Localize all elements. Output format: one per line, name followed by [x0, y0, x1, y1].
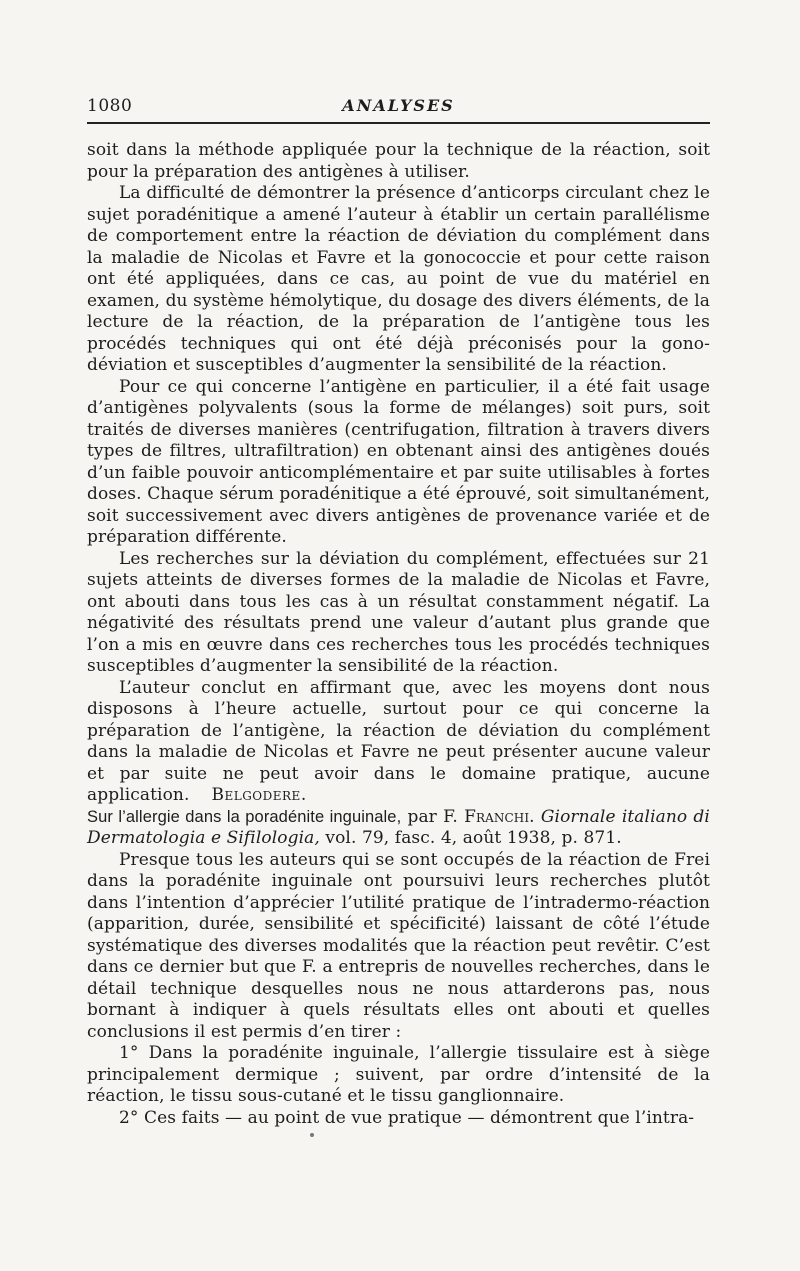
- ink-speck: [310, 1133, 314, 1137]
- running-title: ANALYSES: [342, 96, 455, 115]
- body-text: [87, 140, 710, 1129]
- page-header: [87, 96, 710, 122]
- paragraph-3: Pour ce qui concerne l’antigène en particulier, il a été fait usage d’antigènes polyvalents (sous la forme de mélanges) soit purs, soit traités de diverses manières (centrifugation, filtration à travers divers types de filtres, ultrafiltration) en obtenant ainsi des antigènes doués d’un faible pouvoir anticomplémentaire et par suite utilisables à fortes doses. Chaque sérum poradénitique a été éprouvé, soit simultanément, soit successivement avec divers antigènes de provenance variée et de préparation différente.: [87, 376, 710, 547]
- paragraph-1: soit dans la méthode appliquée pour la technique de la réaction, soit pour la préparation des antigènes à utiliser.: [87, 140, 710, 182]
- paragraph-8: 2° Ces faits — au point de vue pratique — démontrent que l’intra-: [119, 1107, 695, 1128]
- entry-journal: Giornale italiano di Dermatologia e Sifilologia,: [87, 806, 710, 848]
- paragraph-5-text: L’auteur conclut en affirmant que, avec les moyens dont nous disposons à l’heure actuelle, surtout pour ce qui concerne la préparation de l’antigène, la réaction de déviation du complément dans la maladie de Nicolas et Favre ne peut présenter aucune valeur et par suite ne peut avoir dans le domaine pratique, aucune application.: [87, 677, 710, 805]
- entry-title: Sur l’allergie dans la poradénite inguinale,: [87, 807, 402, 826]
- signature: Belgodere.: [211, 785, 307, 805]
- paragraph-7: 1° Dans la poradénite inguinale, l’allergie tissulaire est à siège principalement dermique ; suivent, par ordre d’intensité de la réaction, le tissu sous-cutané et le tissu ganglionnaire.: [87, 1043, 710, 1106]
- entry-by: par F.: [407, 806, 458, 827]
- paragraph-6: Presque tous les auteurs qui se sont occupés de la réaction de Frei dans la poradénite inguinale ont poursuivi leurs recherches plutôt dans l’intention d’apprécier l’utilité pratique de l’intradermo-réaction (apparition, durée, sensibilité et spécificité) laissant de côté l’étude systématique des diverses modalités que la réaction peut revêtir. C’est dans ce dernier but que F. a entrepris de nouvelles recherches, dans le détail technique desquelles nous ne nous attarderons pas, nous bornant à indiquer à quels résultats elles ont abouti et quelles conclusions il est permis d’en tirer :: [87, 849, 710, 1042]
- bibliographic-entry: [87, 807, 710, 850]
- entry-citation: vol. 79, fasc. 4, août 1938, p. 871.: [325, 828, 622, 848]
- entry-author: Franchi.: [464, 806, 535, 827]
- paragraph-5: [87, 678, 710, 807]
- paragraph-2: La difficulté de démontrer la présence d’anticorps circulant chez le sujet poradénitique a amené l’auteur à établir un certain parallélisme de comportement entre la réaction de déviation du complément dans la maladie de Nicolas et Favre et la gonococcie et pour cette raison ont été appliquées, dans ce cas, au point de vue du matériel en examen, du système hémolytique, du dosage des divers éléments, de la lecture de la réaction, de la préparation de l’antigène tous les procédés techniques qui ont été déjà préconisés pour la gono-déviation et susceptibles d’augmenter la sensibilité de la réaction.: [87, 183, 710, 375]
- page: [87, 96, 710, 1129]
- page-number: 1080: [87, 96, 133, 116]
- header-rule: [87, 122, 710, 124]
- paragraph-4: Les recherches sur la déviation du complément, effectuées sur 21 sujets atteints de diverses formes de la maladie de Nicolas et Favre, ont abouti dans tous les cas à un résultat constamment négatif. La négativité des résultats prend une valeur d’autant plus grande que l’on a mis en œuvre dans ces recherches tous les procédés techniques susceptibles d’augmenter la sensibilité de la réaction.: [87, 548, 710, 676]
